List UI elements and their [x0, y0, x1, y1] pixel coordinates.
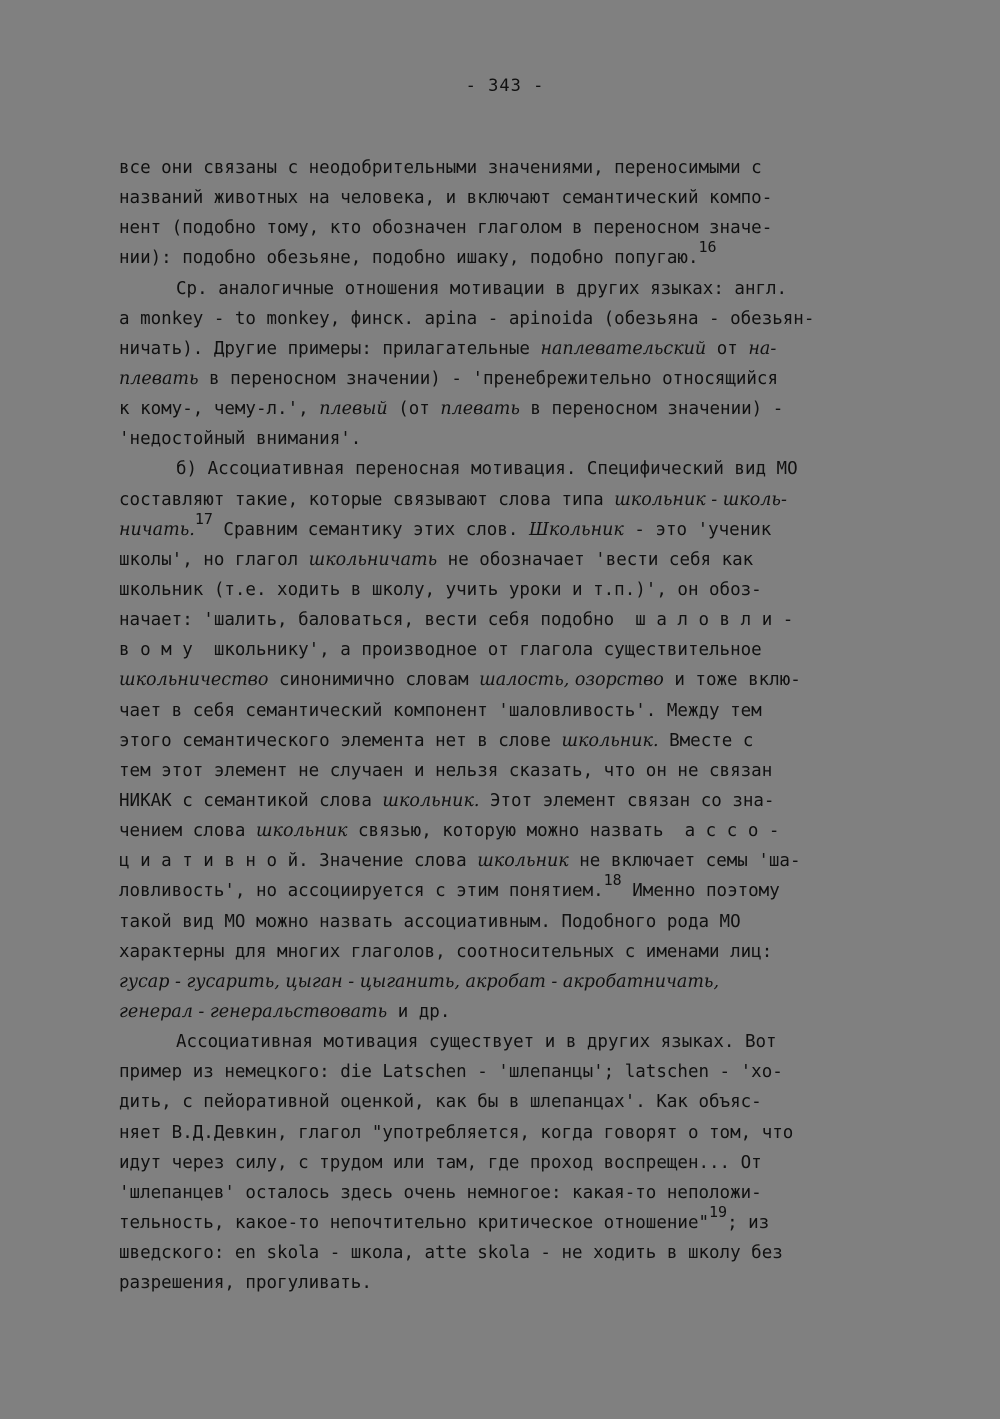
text-segment: ; из	[727, 1212, 770, 1233]
text-line	[119, 1202, 919, 1235]
italic-term: школьник.	[561, 730, 659, 751]
text-segment: (от	[387, 399, 441, 420]
italic-term: ничать.	[119, 519, 195, 540]
italic-term: наплевательский	[540, 338, 707, 359]
text-line	[119, 1054, 919, 1084]
text-segment: названий животных на человека, и включают семантический компо-	[119, 188, 773, 209]
text-line	[119, 843, 919, 873]
text-line	[119, 934, 919, 964]
text-line	[119, 572, 919, 602]
italic-term: школьничать	[308, 549, 438, 570]
text-segment: не обозначает 'вести себя как	[437, 549, 754, 570]
italic-term: школьник	[477, 851, 569, 872]
text-segment: в переносном значении) - 'пренебрежительно относящийся	[198, 368, 778, 389]
text-segment: все они связаны с неодобрительными значениями, переносимыми с	[119, 158, 762, 178]
text-line	[119, 391, 919, 421]
text-segment: ловливость', но ассоциируется с этим понятием.	[119, 881, 604, 902]
text-segment: 'недостойный внимания'.	[119, 429, 362, 450]
italic-term: гусар - гусарить, цыган - цыганить, акробат - акробатничать,	[119, 971, 720, 992]
italic-term: Школьник	[528, 519, 624, 540]
text-segment: этого семантического элемента нет в слове	[119, 730, 562, 751]
text-segment: школы', но глагол	[119, 549, 309, 570]
italic-term: школьничество	[119, 670, 269, 691]
text-segment: нии): подобно обезьяне, подобно ишаку, подобно попугаю.	[119, 248, 699, 269]
text-line	[119, 873, 919, 903]
text-segment: в о м у школьнику', а производное от глагола существительное	[119, 640, 762, 661]
text-line	[119, 994, 919, 1024]
text-segment: шведского: en skola - школа, atte skola - не ходить в школу без	[119, 1243, 783, 1264]
text-line	[119, 421, 919, 451]
italic-term: плевый	[319, 399, 388, 420]
footnote-ref: 17	[194, 509, 213, 528]
footnote-ref: 18	[603, 871, 622, 890]
text-line	[119, 482, 919, 512]
text-line	[119, 331, 919, 361]
text-segment: связью, которую можно назвать а с с о -	[347, 821, 780, 842]
text-line	[119, 813, 919, 843]
body-text	[119, 150, 919, 1295]
text-segment: школьник (т.е. ходить в школу, учить уроки и т.п.)', он обоз-	[119, 579, 762, 600]
text-segment: чением слова	[119, 821, 256, 842]
text-segment: Ср. аналогичные отношения мотивации в других языках: англ.	[176, 278, 788, 299]
text-segment: в переносном значении) -	[519, 399, 784, 420]
italic-term: плевать	[440, 399, 520, 420]
text-segment: б) Ассоциативная переносная мотивация. Специфический вид МО	[176, 459, 798, 480]
text-segment: и тоже вклю-	[663, 670, 801, 691]
text-segment: от	[706, 338, 749, 359]
text-line	[119, 783, 919, 813]
italic-term: на-	[748, 338, 777, 359]
text-segment: нент (подобно тому, кто обозначен глаголом в переносном значе-	[119, 218, 773, 239]
text-line	[119, 150, 919, 180]
italic-term: школьник.	[382, 790, 480, 811]
text-segment: и др.	[387, 1001, 451, 1022]
text-segment: Ассоциативная мотивация существует и в других языках. Вот	[176, 1032, 777, 1053]
text-segment: Этот элемент связан со зна-	[479, 790, 775, 811]
text-line	[119, 1235, 919, 1265]
text-line	[119, 542, 919, 572]
text-segment: разрешения, прогуливать.	[119, 1273, 372, 1294]
text-line	[119, 301, 919, 331]
text-segment: к кому-, чему-л.',	[119, 399, 320, 420]
text-line	[119, 662, 919, 692]
text-segment: - это 'ученик	[623, 519, 772, 540]
text-segment: синонимично словам	[268, 670, 480, 691]
text-line	[119, 1084, 919, 1114]
text-segment: характерны для многих глаголов, соотносительных с именами лиц:	[119, 941, 773, 962]
text-line	[119, 693, 919, 723]
text-segment: ничать). Другие примеры: прилагательные	[119, 338, 541, 359]
text-line	[119, 240, 919, 270]
text-segment: тельность, какое-то непочтительно критическое отношение"	[119, 1212, 710, 1233]
text-segment: начает: 'шалить, баловаться, вести себя подобно ш а л о в л и -	[119, 610, 794, 631]
text-segment: 'шлепанцев' осталось здесь очень немногое: какая-то неположи-	[119, 1182, 762, 1203]
text-line	[119, 632, 919, 662]
italic-term: школьник	[255, 821, 348, 842]
text-segment: Сравним семантику этих слов.	[212, 519, 529, 540]
text-line	[119, 180, 919, 210]
text-line	[119, 271, 919, 301]
text-segment: такой вид МО можно назвать ассоциативным. Подобного рода МО	[119, 911, 741, 932]
text-line	[119, 1145, 919, 1175]
footnote-ref: 16	[698, 238, 717, 257]
text-segment: пример из немецкого: die Latschen - 'шлепанцы'; latschen - 'хо-	[119, 1062, 783, 1083]
text-segment: a monkey - to monkey, финск. apina - apinoida (обезьяна - обезьян-	[119, 308, 815, 329]
text-segment: идут через силу, с трудом или там, где проход воспрещен... От	[119, 1152, 762, 1173]
text-segment: составляют такие, которые связывают слова типа	[119, 489, 615, 510]
text-segment: тем этот элемент не случаен и нельзя сказать, что он не связан	[119, 760, 773, 781]
italic-term: школьник - школь-	[614, 489, 787, 510]
text-line	[119, 1175, 919, 1205]
italic-term: генерал - генеральствовать	[119, 1001, 388, 1022]
text-segment: ц и а т и в н о й. Значение слова	[119, 851, 478, 872]
italic-term: плевать	[119, 368, 199, 389]
text-segment: Именно поэтому	[621, 881, 780, 902]
text-line	[119, 451, 919, 481]
text-segment: НИКАК с семантикой слова	[119, 790, 383, 811]
text-segment: дить, с пейоративной оценкой, как бы в шлепанцах'. Как объяс-	[119, 1092, 762, 1113]
text-segment: чает в себя семантический компонент 'шаловливость'. Между тем	[119, 700, 762, 721]
text-line	[119, 723, 919, 753]
text-line	[119, 210, 919, 240]
footnote-ref: 19	[709, 1202, 728, 1221]
text-segment: няет В.Д.Девкин, глагол "употребляется, когда говорят о том, что	[119, 1122, 794, 1143]
text-line	[119, 1024, 919, 1054]
text-line	[119, 964, 919, 994]
text-line	[119, 1265, 919, 1295]
text-line	[119, 509, 919, 542]
text-segment: не включает семы 'ша-	[568, 851, 801, 872]
text-line	[119, 904, 919, 934]
text-line	[119, 1115, 919, 1145]
text-segment: Вместе с	[658, 730, 754, 751]
italic-term: шалость, озорство	[479, 670, 664, 691]
page-number: - 343 -	[465, 76, 545, 96]
text-line	[119, 361, 919, 391]
text-line	[119, 753, 919, 783]
text-line	[119, 602, 919, 632]
